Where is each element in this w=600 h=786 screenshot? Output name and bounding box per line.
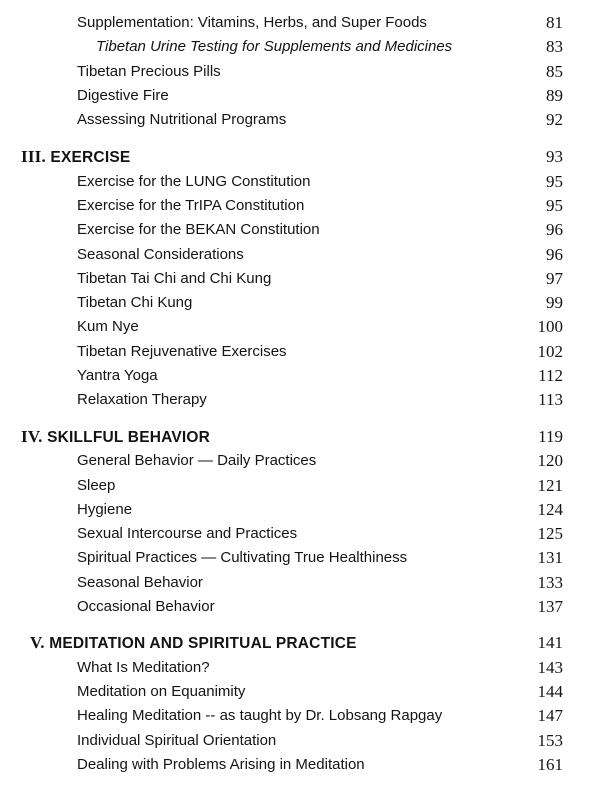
page-number: 143 [537,658,563,677]
toc-entry [0,220,600,244]
entry-title: Hygiene [77,501,133,518]
entry-title: What Is Meditation? [77,659,210,676]
section-number: V. [30,633,45,652]
page-number: 100 [537,317,563,336]
page-number: 119 [538,427,563,446]
section-number: III. [21,147,46,166]
entry-title: Exercise for the LUNG Constitution [77,173,311,190]
toc-entry [0,86,600,110]
entry-title: Digestive Fire [77,87,169,104]
toc-section [0,633,600,657]
toc-entry [0,597,600,621]
entry-title: Tibetan Rejuvenative Exercises [77,343,287,360]
page-number: 89 [546,86,563,105]
page-number: 96 [546,220,563,239]
page-number: 125 [537,524,563,543]
page-number: 99 [546,293,563,312]
toc-entry [0,573,600,597]
entry-title: Seasonal Considerations [77,246,244,263]
page-number: 85 [546,62,563,81]
toc-entry [0,37,600,61]
entry-title: Healing Meditation -- as taught by Dr. Lobsang Rapgay [77,707,443,724]
page-number: 95 [546,196,563,215]
toc-entry [0,342,600,366]
page-number: 112 [538,366,563,385]
toc-entry [0,196,600,220]
page-number: 102 [537,342,563,361]
page-number: 121 [537,476,563,495]
entry-title: Individual Spiritual Orientation [77,732,277,749]
toc-entry [0,13,600,37]
toc-entry [0,731,600,755]
toc-entry [0,451,600,475]
page-number: 81 [546,13,563,32]
section-title: MEDITATION AND SPIRITUAL PRACTICE [49,635,357,652]
entry-title: Tibetan Urine Testing for Supplements and Medicines [96,38,453,55]
page-number: 96 [546,245,563,264]
entry-title: Assessing Nutritional Programs [77,111,287,128]
page-number: 133 [537,573,563,592]
entry-title: Tibetan Chi Kung [77,294,193,311]
page-number: 120 [537,451,563,470]
toc-entry [0,682,600,706]
entry-title: Sexual Intercourse and Practices [77,525,298,542]
section-number: IV. [21,427,43,446]
page-number: 113 [538,390,563,409]
toc-entry [0,62,600,86]
entry-title: Seasonal Behavior [77,574,203,591]
toc-entry [0,755,600,779]
page-number: 124 [537,500,563,519]
page-number: 93 [546,147,563,166]
page-number: 97 [546,269,563,288]
toc-section [0,427,600,451]
entry-title: Kum Nye [77,318,139,335]
entry-title: Exercise for the TrIPA Constitution [77,197,305,214]
entry-title: General Behavior — Daily Practices [77,452,317,469]
section-title: SKILLFUL BEHAVIOR [47,429,211,446]
page-number: 131 [537,548,563,567]
toc-entry [0,548,600,572]
page-number: 83 [546,37,563,56]
toc-entry [0,245,600,269]
entry-title: Yantra Yoga [77,367,158,384]
entry-title: Tibetan Precious Pills [77,63,221,80]
toc-entry [0,366,600,390]
toc-entry [0,269,600,293]
page-number: 144 [537,682,563,701]
page-number: 161 [537,755,563,774]
entry-title: Exercise for the BEKAN Constitution [77,221,320,238]
entry-title: Relaxation Therapy [77,391,207,408]
entry-title: Dealing with Problems Arising in Meditation [77,756,365,773]
entry-title: Tibetan Tai Chi and Chi Kung [77,270,272,287]
toc-entry [0,317,600,341]
page-number: 95 [546,172,563,191]
toc-entry [0,172,600,196]
page-number: 92 [546,110,563,129]
section-heading [30,633,357,654]
toc-entry [0,476,600,500]
page-number: 141 [537,633,563,652]
entry-title: Supplementation: Vitamins, Herbs, and Super Foods [77,14,427,31]
page-number: 147 [537,706,563,725]
page-number: 153 [537,731,563,750]
entry-title: Sleep [77,477,116,494]
toc-entry [0,524,600,548]
toc-entry [0,110,600,134]
toc-entry [0,390,600,414]
page-number: 137 [537,597,563,616]
toc-section [0,147,600,171]
entry-title: Spiritual Practices — Cultivating True Healthiness [77,549,408,566]
toc-entry [0,500,600,524]
section-heading [21,147,130,168]
entry-title: Meditation on Equanimity [77,683,246,700]
toc-entry [0,293,600,317]
toc-entry [0,706,600,730]
entry-title: Occasional Behavior [77,598,215,615]
section-title: EXERCISE [50,149,131,166]
section-heading [21,427,210,448]
toc-entry [0,658,600,682]
